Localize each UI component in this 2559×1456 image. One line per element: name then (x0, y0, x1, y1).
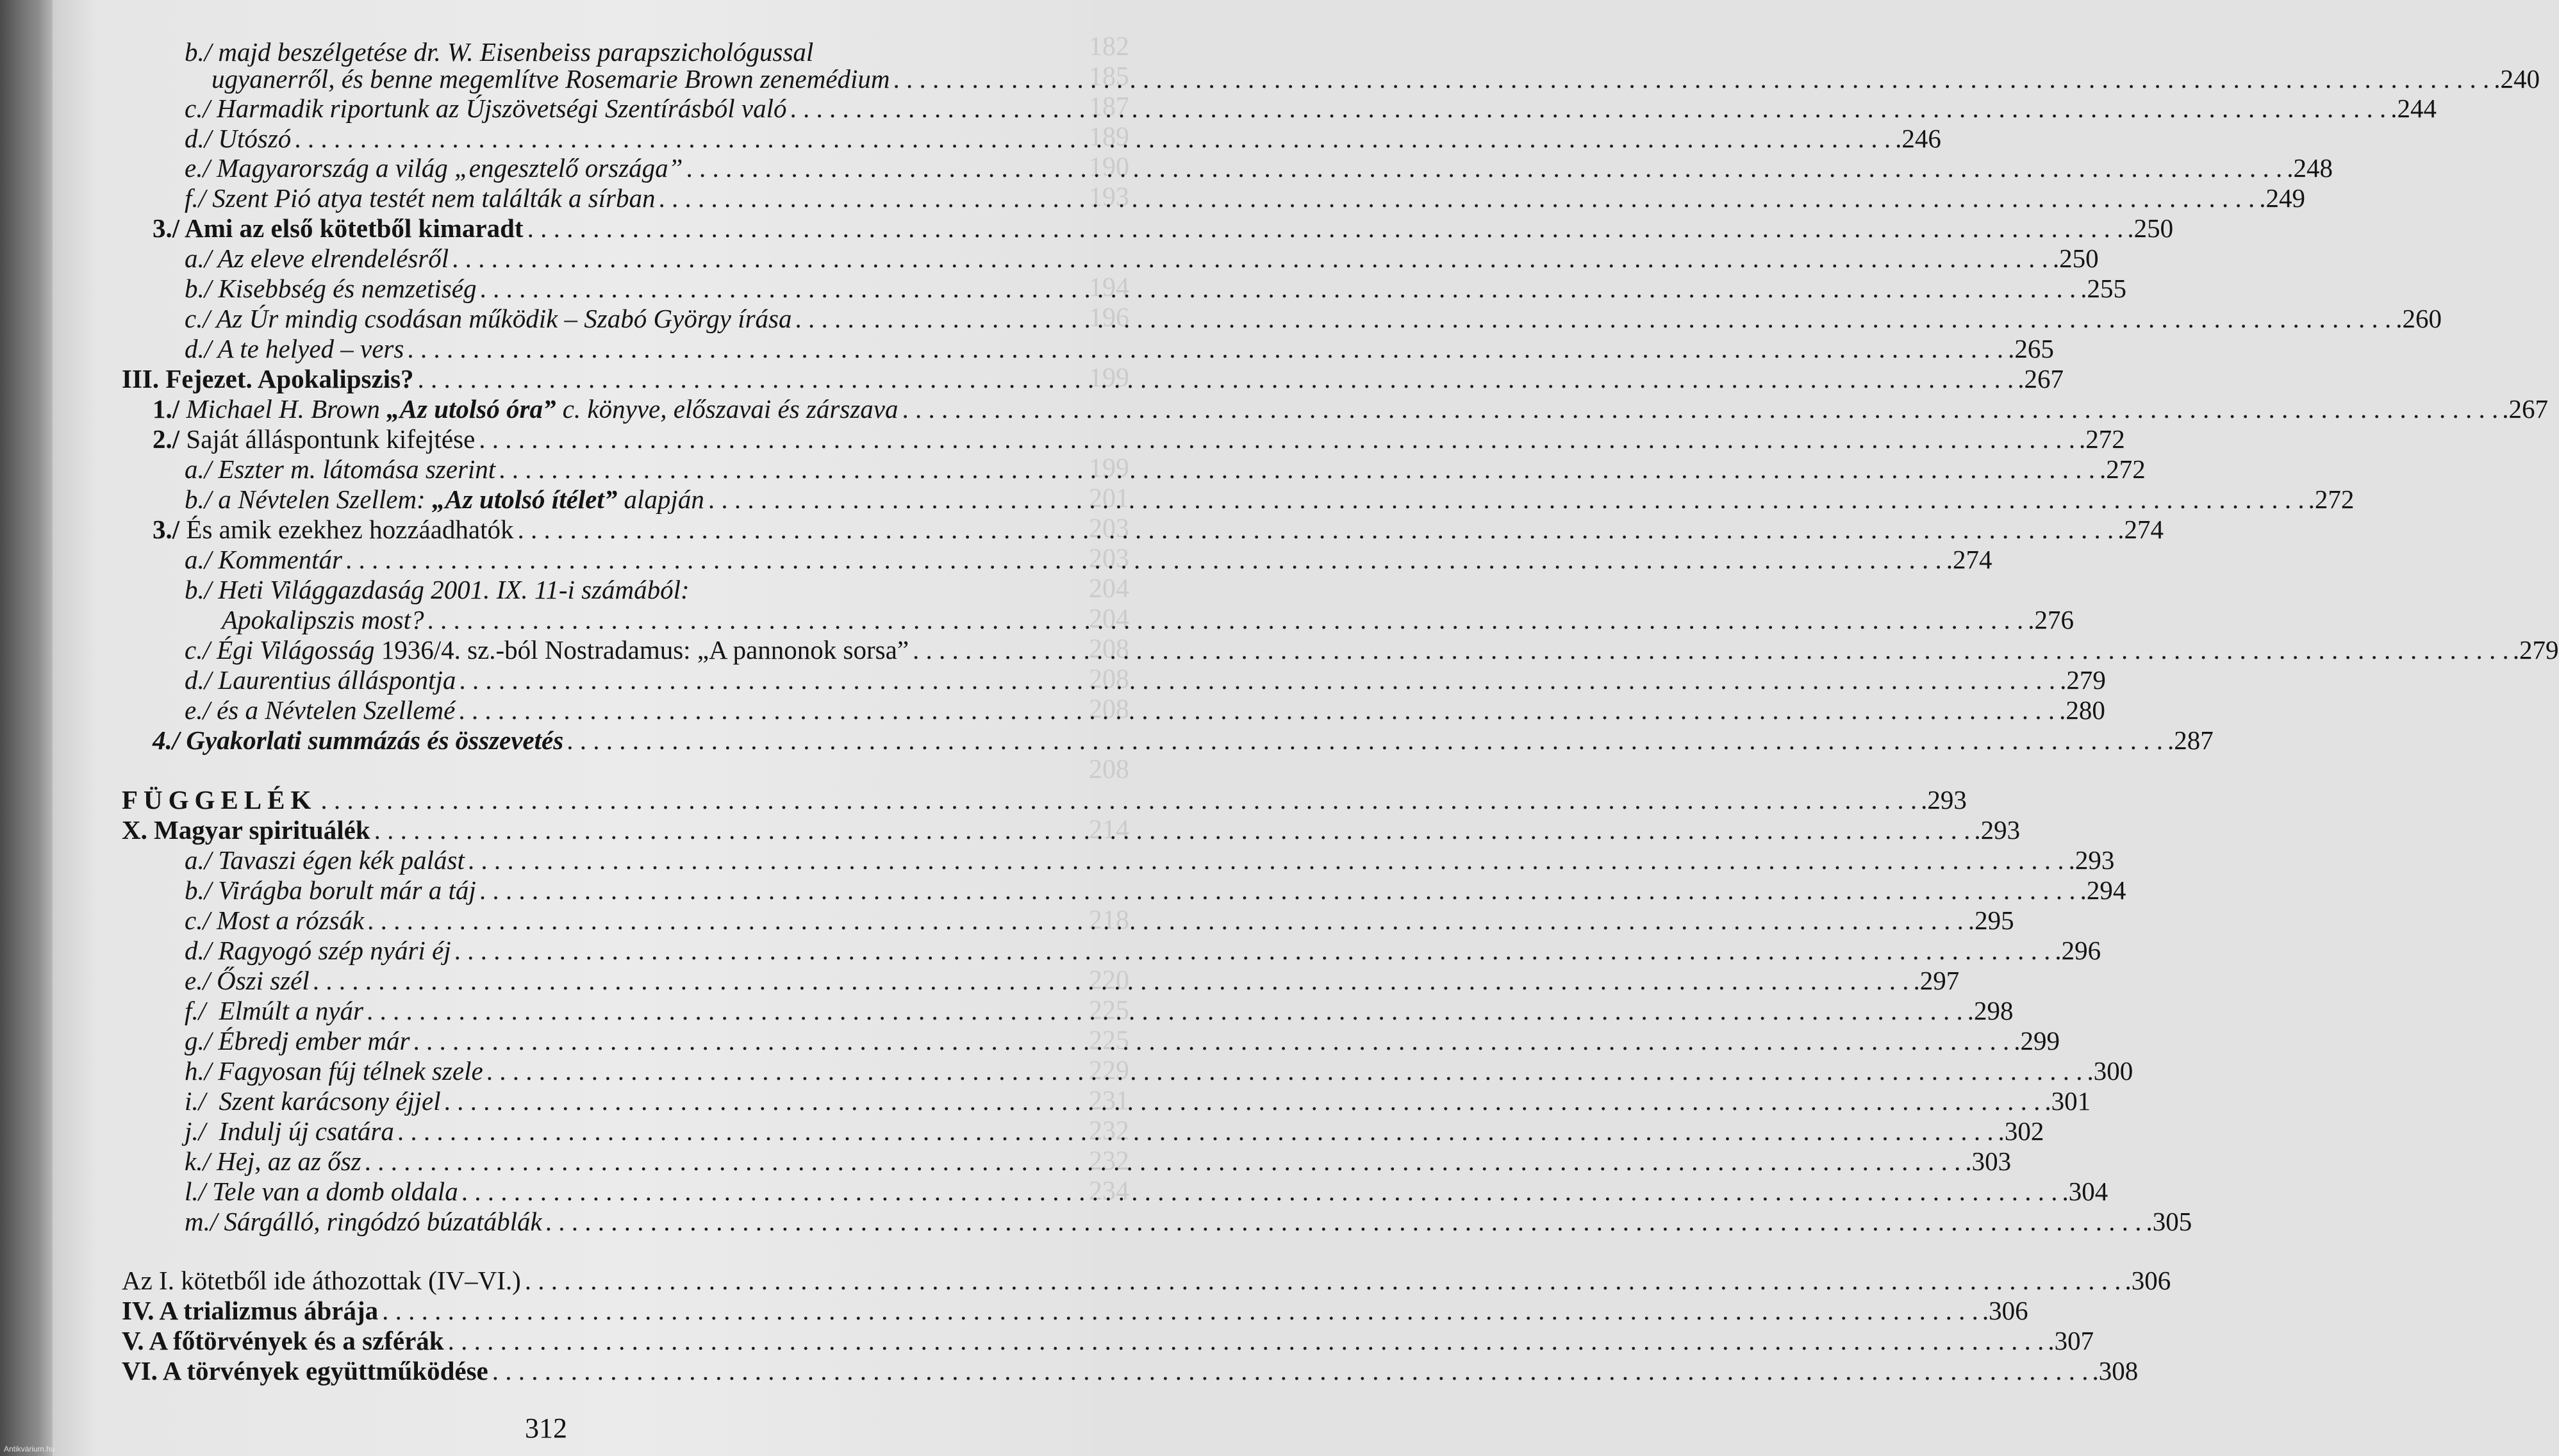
leader-dots (487, 1056, 2083, 1086)
leader-dots (460, 665, 2056, 695)
page-ref: .293 (1974, 815, 2021, 845)
page-ref: .299 (2014, 1026, 2060, 1055)
page-ref: .279 (2060, 665, 2106, 695)
toc-entry: b./ Virágba borult már a táj . . . .294 (185, 875, 1037, 906)
page-ref: .249 (2259, 183, 2305, 213)
toc-entry: h./ Fagyosan fúj télnek szele . . . .300 (185, 1056, 1037, 1086)
leader-dots (468, 845, 2065, 875)
page-ref: .300 (2087, 1056, 2133, 1086)
toc-entry: b./ majd beszélgetése dr. W. Eisenbeiss parapszichológussal (185, 37, 814, 67)
page-ref: .255 (2080, 274, 2126, 303)
page-ref: .295 (1967, 906, 2014, 935)
toc-chapter: X. Magyar spirituálék . . . .293 (122, 815, 1037, 845)
leader-dots (518, 515, 2114, 545)
leader-dots (428, 605, 2025, 635)
leader-dots (462, 1177, 2058, 1207)
toc-entry: 2./ Saját álláspontunk kifejtése . . . .272 (153, 424, 1037, 454)
toc-entry: Az I. kötetből ide áthozottak (IV–VI.) . . . .306 (122, 1266, 1037, 1296)
toc-entry: i./ Szent karácsony éjjel . . . .301 (185, 1086, 1037, 1116)
toc-entry: b./ a Névtelen Szellem: „Az utolsó ítélet” alapján . . . .272 (185, 484, 1037, 515)
leader-dots (708, 484, 2305, 515)
toc-chapter: III. Fejezet. Apokalipszis? . . . .267 (122, 364, 1037, 394)
toc-entry: e./ és a Névtelen Szellemé . . . .280 (185, 695, 1037, 725)
page-ref: .293 (2068, 845, 2115, 875)
toc-entry: m./ Sárgálló, ringódzó búzatáblák . . . .305 (185, 1207, 1037, 1237)
leader-dots (492, 1356, 2089, 1386)
toc-entry: a./ Az eleve elrendelésről . . . .250 (185, 244, 1037, 274)
toc-entry: 3./ Ami az első kötetből kimaradt . . . .250 (153, 213, 1037, 244)
leader-dots (894, 64, 2490, 94)
toc-entry: Apokalipszis most? . . . .276 (222, 605, 1037, 635)
page-ref: .298 (1967, 996, 2014, 1025)
page-ref: .272 (2308, 484, 2355, 514)
leader-dots (320, 785, 1917, 815)
page-ref: .246 (1895, 124, 1941, 153)
page-ref: .280 (2059, 695, 2105, 725)
page-ref: .248 (2287, 153, 2333, 183)
page-ref: .306 (2124, 1266, 2171, 1295)
page-ref: .272 (2079, 424, 2125, 454)
page-ref: .306 (1982, 1296, 2028, 1325)
leader-dots (659, 183, 2256, 213)
toc-entry: 1./ Michael H. Brown „Az utolsó óra” c. könyve, előszavai és zárszava . . . .267 (153, 394, 1037, 424)
leader-dots (313, 966, 1910, 996)
leader-dots (546, 1207, 2142, 1237)
leader-dots (295, 124, 1891, 154)
leader-dots (455, 936, 2051, 966)
leader-dots (368, 906, 1964, 936)
page-ref: .267 (2017, 364, 2064, 393)
toc-chapter: VI. A törvények együttműködése . . . .308 (122, 1356, 1037, 1386)
page-ref: .304 (2062, 1177, 2108, 1206)
leader-dots (791, 94, 2387, 124)
page-ref: .265 (2008, 334, 2054, 363)
toc-entry: 3./ És amik ezekhez hozzáadhatók . . . .274 (153, 515, 1037, 545)
leader-dots (525, 1266, 2121, 1296)
leader-dots (527, 213, 2124, 244)
page-ref: .274 (2117, 515, 2164, 544)
toc-entry: d./ Ragyogó szép nyári éj . . . .296 (185, 936, 1037, 966)
page-ref: .260 (2396, 304, 2442, 333)
toc-entry: l./ Tele van a domb oldala . . . .304 (185, 1177, 1037, 1207)
page-ref: .293 (1921, 785, 1967, 815)
leader-dots (367, 996, 1964, 1026)
page-ref: .244 (2390, 94, 2437, 123)
page-ref: .267 (2502, 394, 2548, 424)
toc-entry: c./ Harmadik riportunk az Újszövetségi Szentírásból való . . . .244 (185, 94, 1037, 124)
leader-dots (398, 1116, 1994, 1146)
toc-chapter: V. A főtörvények és a szférák . . . .307 (122, 1326, 1037, 1356)
page-ref: .250 (2052, 244, 2099, 273)
page-ref: .240 (2494, 64, 2540, 94)
toc-entry: ugyanerről, és benne megemlítve Rosemarie Brown zenemédium . . . .240 (211, 64, 1037, 94)
leader-dots (418, 364, 2014, 394)
page-ref: .250 (2127, 213, 2174, 243)
page-ref: .305 (2146, 1207, 2192, 1236)
toc-entry: c./ Az Úr mindig csodásan működik – Szabó György írása . . . .260 (185, 304, 1037, 334)
leader-dots (346, 545, 1942, 575)
leader-dots (382, 1296, 1978, 1326)
leader-dots (480, 274, 2076, 304)
leader-dots (448, 1326, 2044, 1356)
leader-dots (452, 244, 2049, 274)
page-ref: .279 (2512, 635, 2559, 665)
toc-entry: j./ Indulj új csatára . . . .302 (185, 1116, 1037, 1146)
page-ref: .276 (2028, 605, 2074, 634)
toc-entry: a./ Tavaszi égen kék palást . . . .293 (185, 845, 1037, 875)
leader-dots (499, 454, 2096, 484)
watermark: Antikvárium.hu (4, 1444, 55, 1453)
toc-entry: a./ Kommentár . . . .274 (185, 545, 1037, 575)
page-number: 312 (525, 1412, 567, 1444)
page-ref: .274 (1946, 545, 1992, 574)
leader-dots (796, 304, 2392, 334)
toc-entry: e./ Magyarország a világ „engesztelő országa” . . . .248 (185, 153, 1037, 183)
page-ref: .294 (2080, 875, 2126, 905)
page-ref: .308 (2092, 1356, 2139, 1386)
toc-entry: 4./ Gyakorlati summázás és összevetés . . . .287 (153, 725, 1037, 756)
page-ref: .296 (2055, 936, 2101, 965)
leader-dots (459, 695, 2055, 725)
toc-entry: c./ Égi Világosság 1936/4. sz.-ból Nostradamus: „A pannonok sorsa” . . . .279 (185, 635, 1037, 665)
toc-entry: k./ Hej, az az ősz . . . .303 (185, 1146, 1037, 1177)
page-ref: .307 (2048, 1326, 2094, 1355)
page-ref: .302 (1998, 1116, 2044, 1146)
page-ref: .287 (2167, 725, 2214, 755)
toc-entry: g./ Ébredj ember már . . . .299 (185, 1026, 1037, 1056)
leader-dots (913, 635, 2509, 665)
toc-entry: c./ Most a rózsák . . . .295 (185, 906, 1037, 936)
page-ref: .301 (2044, 1086, 2091, 1116)
leader-dots (567, 725, 2164, 756)
leader-dots (686, 153, 2283, 183)
leader-dots (479, 424, 2075, 454)
toc-entry: e./ Őszi szél . . . .297 (185, 966, 1037, 996)
toc-entry: f./ Szent Pió atya testét nem találták a sírban . . . .249 (185, 183, 1037, 213)
toc-entry: b./ Kisebbség és nemzetiség . . . .255 (185, 274, 1037, 304)
toc-entry: b./ Heti Világgazdaság 2001. IX. 11-i számából: (185, 575, 690, 604)
toc-chapter: IV. A trializmus ábrája . . . .306 (122, 1296, 1037, 1326)
page-ref: .272 (2099, 454, 2146, 484)
page-ref: .303 (1965, 1146, 2012, 1176)
leader-dots (480, 875, 2076, 906)
toc-entry: a./ Eszter m. látomása szerint . . . .272 (185, 454, 1037, 484)
toc-entry: d./ Utószó . . . .246 (185, 124, 1037, 154)
page-ref: .297 (1913, 966, 1960, 995)
leader-dots (374, 815, 1971, 845)
leader-dots (445, 1086, 2041, 1116)
toc-entry: d./ Laurentius álláspontja . . . .279 (185, 665, 1037, 695)
toc-appendix-heading: FÜGGELÉK . . . .293 (122, 785, 1037, 815)
bleed-through-text: 182 185 187 189 190 193 194 196 199 199 201 203 203 204 204 208 208 208 208 214 218 220 225 225 229 231 232 232 234 (1089, 32, 1129, 1206)
toc-entry: d./ A te helyed – vers . . . .265 (185, 334, 1037, 364)
leader-dots (408, 334, 2004, 364)
leader-dots (365, 1146, 1962, 1177)
leader-dots (413, 1026, 2010, 1056)
leader-dots (902, 394, 2499, 424)
toc-entry: f./ Elmúlt a nyár . . . .298 (185, 996, 1037, 1026)
